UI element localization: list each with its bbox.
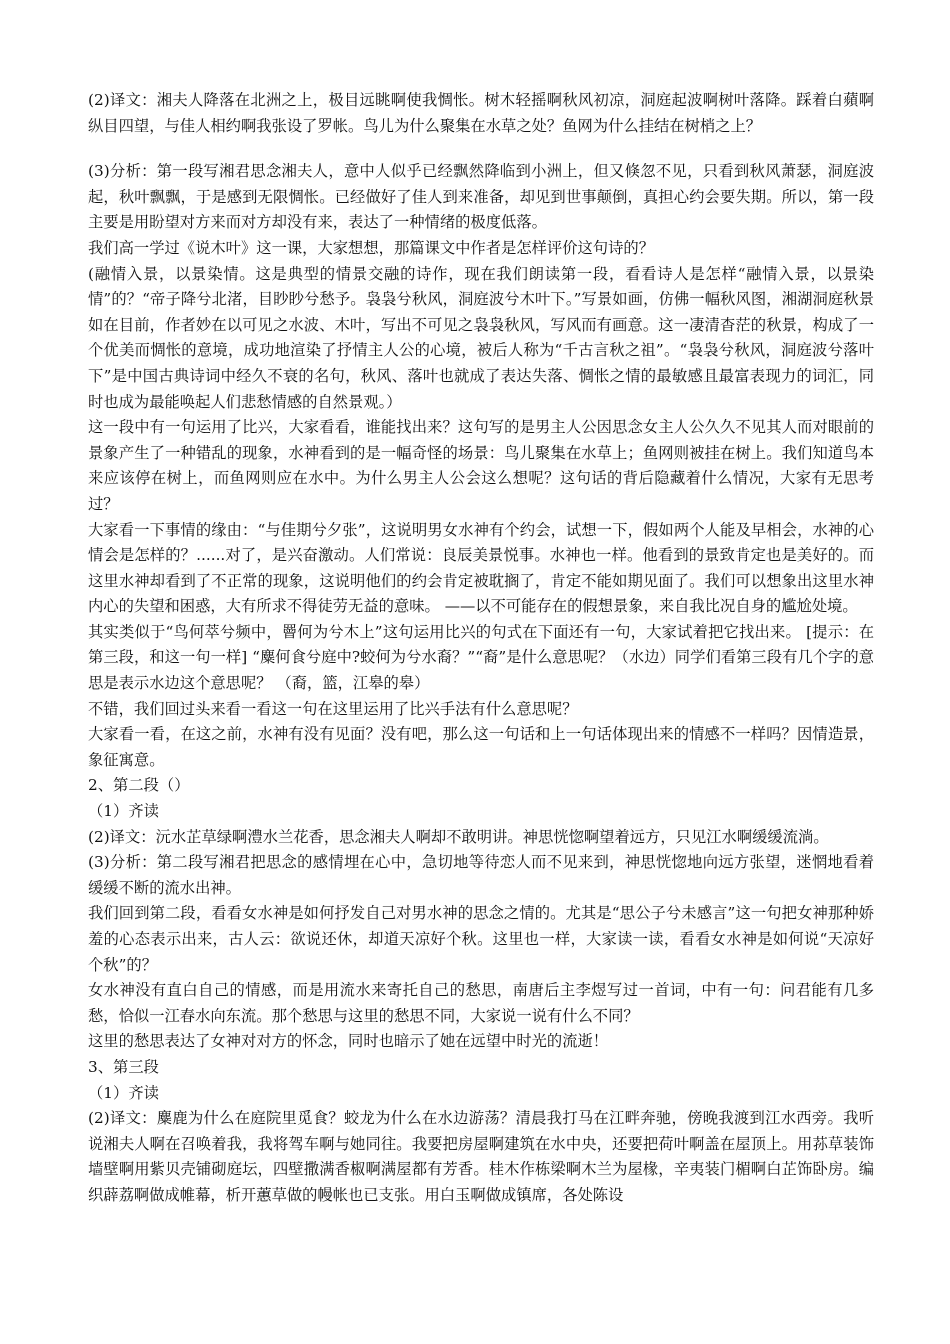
paragraph-review: 不错，我们回过头来看一看这一句在这里运用了比兴手法有什么意思呢？ [88,699,578,718]
paragraph-bixing: 这一段中有一句运用了比兴，大家看看，谁能找出来？这句写的是男主人公因思念女主人公久久不见其人而对眼前的景象产生了一种错乱的现象，水神看到的是一幅奇怪的场景：鸟儿聚集在水草上；鱼网则被挂在树上。我们知道鸟本来应该停在树上，而鱼网则应在水中。为什么男主人公会这么想呢？这句话的背后隐藏着什么情况，大家有无思考过？ [88,418,874,513]
paragraph-analysis-2: (3)分析：第二段写湘君把思念的感情埋在心中，急切地等待恋人而不见来到，神思恍惚地向远方张望，迷惘地看着缓缓不断的流水出神。 [88,853,874,897]
paragraph-analysis-1: (3)分析：第一段写湘君思念湘夫人，意中人似乎已经飘然降临到小洲上，但又倏忽不见，只看到秋风萧瑟，洞庭波起，秋叶飘飘，于是感到无限惆怅。已经做好了佳人到来准备，却见到世事颠倒，真担心约会要失期。所以，第一段主要是用盼望对方来而对方却没有来，表达了一种情绪的极度低落。 [88,162,874,232]
paragraph-answer-scenery: (融情入景，以景染情。这是典型的情景交融的诗作，现在我们朗读第一段，看看诗人是怎样“融情入景，以景染情”的？“帝子降兮北渚，目眇眇兮愁予。袅袅兮秋风，洞庭波兮木叶下。”写景如画，仿佛一幅秋风图，湘湖洞庭秋景如在目前，作者妙在以可见之水波、木叶，写出不可见之袅袅秋风，写风而有画意。这一凄清杳茫的秋景，构成了一个优美而惆怅的意境，成功地渲染了抒情主人公的心境，被后人称为“千古言秋之祖”。“袅袅兮秋风，洞庭波兮落叶下”是中国古典诗词中经久不衰的名句，秋风、落叶也就成了表达失落、惆怅之情的最敏感且最富表现力的词汇，同时也成为最能唤起人们悲愁情感的自然景观。） [88,264,874,411]
paragraph-liyu: 女水神没有直白自己的情感，而是用流水来寄托自己的愁思，南唐后主李煜写过一首词，中有一句：问君能有几多愁，恰似一江春水向东流。那个愁思与这里的愁思不同，大家说一说有什么不同？ [88,981,874,1025]
paragraph-female-deity: 我们回到第二段，看看女水神是如何抒发自己对男水神的思念之情的。尤其是“思公子兮未感言”这一句把女神那种娇羞的心态表示出来，古人云：欲说还休，却道天凉好个秋。这里也一样，大家读一读，看看女水神是如何说“天凉好个秋”的？ [88,904,874,974]
paragraph-translation-1: (2)译文：湘夫人降落在北洲之上，极目远眺啊使我惆怅。树木轻摇啊秋风初凉，洞庭起波啊树叶落降。踩着白蘋啊纵目四望，与佳人相约啊我张设了罗帐。鸟儿为什么聚集在水草之处？鱼网为什么挂结在树梢之上？ [88,91,874,135]
paragraph-spacer [88,139,874,159]
paragraph-reason: 大家看一下事情的缘由：“与佳期兮夕张”，这说明男女水神有个约会，试想一下，假如两个人能及早相会，水神的心情会是怎样的？......对了，是兴奋激动。人们常说：良辰美景悦事。水神也一样。他看到的景致肯定也是美好的。而这里水神却看到了不正常的现象，这说明他们的约会肯定被耽搁了，肯定不能如期见面了。我们可以想象出这里水神内心的失望和困惑，大有所求不得徒劳无益的意味。 ——以不可能存在的假想景象，来自我比况自身的尴尬处境。 [88,520,874,616]
paragraph-read-aloud-2: （1）齐读 [88,802,159,821]
paragraph-read-aloud-3: （1）齐读 [88,1083,159,1102]
paragraph-question-shuomuye: 我们高一学过《说木叶》这一课，大家想想，那篇课文中作者是怎样评价这句诗的？ [88,238,654,257]
paragraph-sorrow: 这里的愁思表达了女神对对方的怀念，同时也暗示了她在远望中时光的流逝！ [88,1032,609,1051]
paragraph-translation-3: (2)译文：麋鹿为什么在庭院里觅食？蛟龙为什么在水边游荡？清晨我打马在江畔奔驰，傍晚我渡到江水西旁。我听说湘夫人啊在召唤着我，我将驾车啊与她同往。我要把房屋啊建筑在水中央，还要把荷叶啊盖在屋顶上。用荪草装饰墙壁啊用紫贝壳铺砌庭坛，四壁撒满香椒啊满屋都有芳香。桂木作栋梁啊木兰为屋椽，辛夷装门楣啊白芷饰卧房。编织薜荔啊做成帷幕，析开蕙草做的幔帐也已支张。用白玉啊做成镇席，各处陈设 [88,1109,874,1204]
section-heading-2: 2、第二段（） [88,776,190,795]
section-heading-3: 3、第三段 [88,1057,159,1076]
document-page [88,88,874,1209]
paragraph-similar-sentence: 其实类似于“鸟何萃兮频中，罾何为兮木上”这句运用比兴的句式在下面还有一句，大家试着把它找出来。 [提示：在第三段，和这一句一样] “麋何食兮庭中?蛟何为兮水裔？”“裔”是什么意思呢？（水边）同学们看第三段有几个字的意思是表示水边这个意思呢？ （裔，篮，江皋的皋） [88,622,874,693]
paragraph-translation-2: (2)译文：沅水芷草绿啊澧水兰花香，思念湘夫人啊却不敢明讲。神思恍惚啊望着远方，只见江水啊缓缓流淌。 [88,827,829,846]
paragraph-emotion: 大家看一看，在这之前，水神有没有见面？没有吧，那么这一句话和上一句话体现出来的情感不一样吗？因情造景，象征寓意。 [88,725,874,769]
